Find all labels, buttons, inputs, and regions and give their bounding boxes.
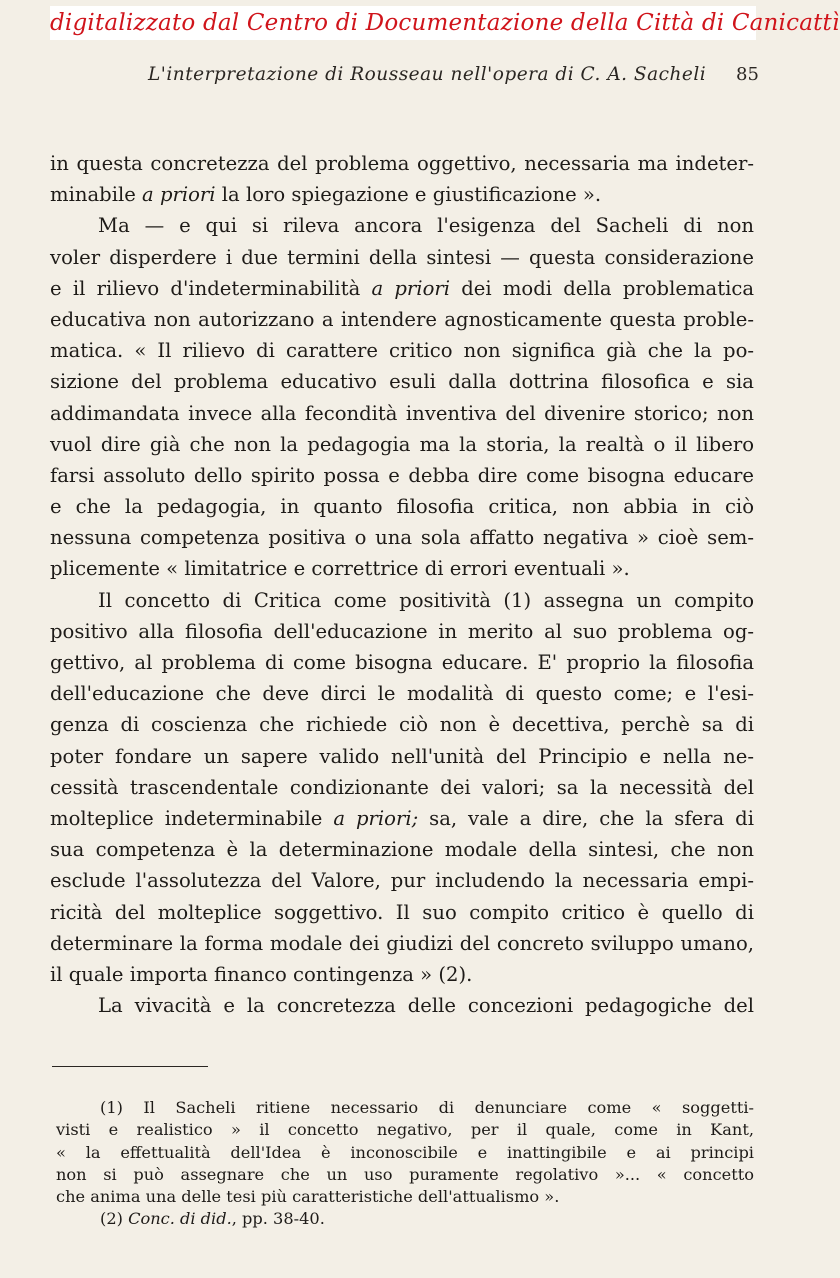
text-line: gettivo, al problema di come bisogna educare. E' proprio la filosofia [50, 651, 754, 674]
footnote-line: « la effettualità dell'Idea è inconoscibile e inattingibile e ai principi [56, 1142, 754, 1162]
text-line: farsi assoluto dello spirito possa e debba dire come bisogna educare [50, 463, 754, 487]
text-line [50, 179, 754, 210]
text-line: sizione del problema educativo esuli dalla dottrina filosofica e sia [50, 370, 754, 394]
footnotes [56, 1097, 754, 1231]
text-line: genza di coscienza che richiede ciò non è decettiva, perchè sa di [50, 713, 754, 737]
text-line: addimandata invece alla fecondità inventiva del divenire storico; non [50, 401, 754, 425]
text-line: e che la pedagogia, in quanto filosofia critica, non abbia in ciò [50, 495, 754, 519]
text-line: La vivacità e la concretezza delle concezioni pedagogiche del [98, 994, 754, 1018]
text-span: dei modi della problematica [450, 276, 754, 300]
text-line: il quale importa financo contingenza » (2). [50, 962, 473, 986]
text-line: matica. « Il rilievo di carattere critico non significa già che la po- [50, 339, 754, 363]
text-line: Ma — e qui si rileva ancora l'esigenza del Sacheli di non [98, 214, 754, 238]
citation-pages: , pp. 38-40. [231, 1209, 325, 1229]
footnote-line: non si può assegnare che un uso puramente regolativo »... « concetto [56, 1164, 754, 1184]
main-text [50, 148, 754, 1021]
footnote-marker: (2) [100, 1209, 129, 1229]
footnote-line: (1) Il Sacheli ritiene necessario di denunciare come « soggetti- [100, 1098, 754, 1117]
text-line: sua competenza è la determinazione modale della sintesi, che non [50, 838, 754, 862]
text-line: positivo alla filosofia dell'educazione in merito al suo problema og- [50, 619, 754, 643]
text-line: esclude l'assolutezza del Valore, pur includendo la necessaria empi- [50, 869, 754, 893]
text-line: dell'educazione che deve dirci le modalità di questo come; e l'esi- [50, 682, 754, 706]
page-number: 85 [736, 64, 759, 85]
text-line: in questa concretezza del problema oggettivo, necessaria ma indeter- [50, 152, 754, 175]
text-line [50, 273, 754, 304]
text-span: e il rilievo d'indeterminabilità [50, 276, 372, 300]
italic-term: a priori; [333, 806, 419, 830]
footnote-1 [56, 1097, 754, 1208]
text-line: educativa non autorizzano a intendere agnosticamente questa proble- [50, 307, 754, 331]
text-line: voler disperdere i due termini della sintesi — questa considerazione [50, 245, 754, 269]
text-span: la loro spiegazione e giustificazione ». [215, 183, 602, 207]
footnote-2 [56, 1208, 754, 1230]
text-line: poter fondare un sapere valido nell'unità del Principio e nella ne- [50, 744, 754, 768]
paragraph-4 [50, 990, 754, 1021]
paragraph-1 [50, 148, 754, 210]
text-span: minabile [50, 183, 143, 207]
paragraph-2 [50, 210, 754, 584]
footnote-line [56, 1208, 754, 1230]
footnote-line: visti e realistico » il concetto negativo, per il quale, come in Kant, [56, 1120, 754, 1140]
text-line: ricità del molteplice soggettivo. Il suo compito critico è quello di [50, 900, 754, 924]
text-line: cessità trascendentale condizionante dei valori; sa la necessità del [50, 775, 754, 799]
text-line [50, 803, 754, 834]
text-span: sa, vale a dire, che la sfera di [418, 806, 754, 830]
text-line: determinare la forma modale dei giudizi del concreto sviluppo umano, [50, 931, 754, 955]
paragraph-3 [50, 585, 754, 990]
text-line: Il concetto di Critica come positività (1) assegna un compito [98, 588, 754, 612]
footnote-divider [52, 1066, 208, 1067]
digitization-watermark: digitalizzato dal Centro di Documentazione della Città di Canicattì [50, 6, 756, 40]
text-span: molteplice indeterminabile [50, 806, 334, 830]
text-line: vuol dire già che non la pedagogia ma la storia, la realtà o il libero [50, 432, 754, 456]
citation-title: Conc. di did. [128, 1209, 232, 1229]
italic-term: a priori [142, 183, 216, 207]
text-line: plicemente « limitatrice e correttrice di errori eventuali ». [50, 557, 630, 581]
footnote-line: che anima una delle tesi più caratteristiche dell'attualismo ». [56, 1187, 560, 1207]
running-header-title: L'interpretazione di Rousseau nell'opera di C. A. Sacheli [148, 64, 707, 85]
italic-term: a priori [371, 276, 450, 300]
text-line: nessuna competenza positiva o una sola affatto negativa » cioè sem- [50, 526, 754, 550]
